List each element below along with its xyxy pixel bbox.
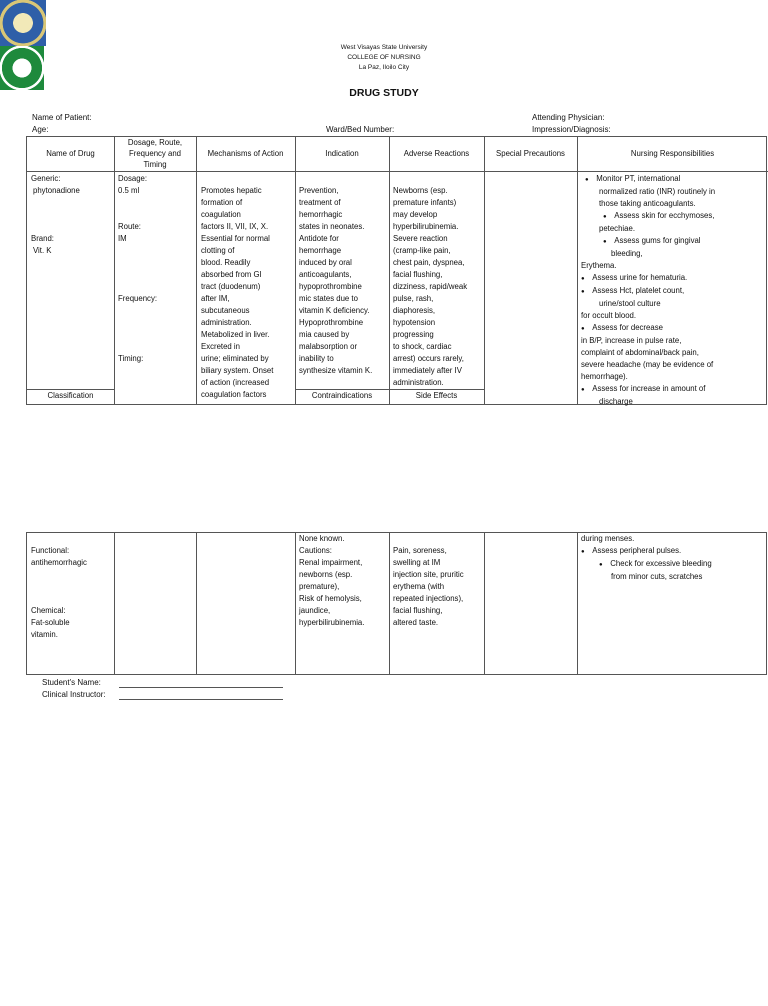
bullet-icon: ● (581, 326, 587, 332)
clinical-instructor-label: Clinical Instructor: (42, 690, 106, 699)
nursing-item-text: Assess for decrease (592, 323, 663, 332)
nursing-item (577, 322, 768, 335)
indication-text: Prevention, treatment of hemorrhagic states in neonates. Antidote for hemorrhage induced by oral anticoagulants, hypoprothrombine mic states due to vitamin K deficiency. Hypoprothrombine mia caused by malabsorption or inability to synthesize vitamin K. (299, 186, 373, 375)
adverse-reactions-text: Newborns (esp. premature infants) may develop hyperbilirubinemia. Severe reaction (cramp-like pain, chest pain, dyspnea, facial flushing, dizziness, rapid/weak pulse, rash, diaphoresis, hypotension progressing to shock, cardiac arrest) occurs rarely, immediately after IV administration. (393, 186, 468, 387)
nursing-item (577, 558, 768, 571)
nursing-item (577, 248, 768, 260)
nursing-item (577, 310, 768, 322)
nursing-item (577, 571, 768, 583)
student-name-line[interactable] (119, 687, 283, 688)
nursing-item-text: for occult blood. (581, 311, 637, 320)
nursing-item (577, 223, 768, 235)
route-value: IM (118, 234, 127, 243)
college-location: La Paz, Iloilo City (358, 64, 410, 71)
nursing-item-text: Assess peripheral pulses. (592, 546, 682, 555)
header-adverse-reactions: Adverse Reactions (403, 149, 470, 158)
header-name-of-drug: Name of Drug (46, 149, 95, 158)
nursing-item (577, 533, 768, 545)
generic-label: Generic: (31, 174, 61, 183)
nursing-item (577, 298, 768, 310)
nursing-item-text: hemorrhage). (581, 372, 628, 381)
chemical-class: Fat-soluble vitamin. (31, 618, 70, 639)
impression-diagnosis-label: Impression/Diagnosis: (532, 125, 611, 134)
header-mechanism: Mechanisms of Action (207, 149, 284, 158)
university-name: West Visayas State University (340, 44, 428, 51)
header-nursing-responsibilities: Nursing Responsibilities (630, 149, 715, 158)
nursing-item (577, 272, 768, 285)
nursing-item-text: normalized ratio (INR) routinely in (599, 187, 716, 196)
contraindications-header: Contraindications (311, 391, 373, 400)
mechanism-text: Promotes hepatic formation of coagulation factors II, VII, IX, X. Essential for normal clotting of blood. Readily absorbed from GI tract (duodenum) after IM, subcutaneous administration. Metabolized in liver. Excreted in urine; eliminated by biliary system. Onset of action (increased coagulation factors (201, 186, 274, 399)
nursing-item (577, 396, 768, 408)
bullet-icon: ● (603, 214, 609, 220)
clinical-instructor-line[interactable] (119, 699, 283, 700)
brand-name: Vit. K (33, 246, 52, 255)
drug-study-table (26, 136, 767, 405)
nursing-item (577, 335, 768, 347)
nursing-item-text: Monitor PT, international (596, 174, 681, 183)
frequency-label: Frequency: (118, 294, 158, 303)
nursing-item (577, 173, 768, 186)
nursing-item (577, 285, 768, 298)
contraindications-text: None known. Cautions: Renal impairment, newborns (esp. premature), Risk of hemolysis, jaundice, hyperbilirubinemia. (299, 534, 365, 627)
bullet-icon: ● (599, 562, 605, 568)
dosage-label: Dosage: (118, 174, 148, 183)
nursing-item-text: Assess urine for hematuria. (592, 273, 688, 282)
header-indication: Indication (325, 149, 359, 158)
side-effects-text: Pain, soreness, swelling at IM injection site, pruritic erythema (with repeated injections), facial flushing, altered taste. (393, 546, 464, 627)
patient-name-label: Name of Patient: (32, 113, 92, 122)
nursing-responsibilities-list (577, 173, 768, 408)
nursing-item-text: bleeding, (611, 249, 643, 258)
nursing-item-text: discharge (599, 397, 633, 406)
nursing-item-text: in B/P, increase in pulse rate, (581, 336, 682, 345)
page-title: DRUG STUDY (349, 87, 419, 99)
nursing-item-text: urine/stool culture (599, 299, 661, 308)
bullet-icon: ● (581, 387, 587, 393)
nursing-item-text: Assess skin for ecchymoses, (614, 211, 715, 220)
nursing-item-text: during menses. (581, 534, 635, 543)
nursing-item-text: from minor cuts, scratches (611, 572, 703, 581)
nursing-item-text: Assess Hct, platelet count, (592, 286, 685, 295)
ward-bed-label: Ward/Bed Number: (326, 125, 395, 134)
nursing-item-text: severe headache (may be evidence of (581, 360, 714, 369)
nursing-item (577, 235, 768, 248)
nursing-item-text: Check for excessive bleeding (610, 559, 712, 568)
route-label: Route: (118, 222, 141, 231)
nursing-item (577, 260, 768, 272)
nursing-item-text: petechiae. (599, 224, 635, 233)
university-seal-logo (0, 0, 46, 46)
bullet-icon: ● (581, 276, 587, 282)
nursing-item (577, 186, 768, 198)
chemical-label: Chemical: (31, 606, 66, 615)
nursing-item-text: Erythema. (581, 261, 617, 270)
nursing-item (577, 359, 768, 371)
bullet-icon: ● (585, 177, 591, 183)
bullet-icon: ● (581, 549, 587, 555)
age-label: Age: (32, 125, 49, 134)
brand-label: Brand: (31, 234, 54, 243)
attending-physician-label: Attending Physician: (532, 113, 605, 122)
functional-label: Functional: (31, 546, 70, 555)
nursing-responsibilities-list-continued (577, 533, 768, 583)
nursing-item-text: complaint of abdominal/back pain, (581, 348, 699, 357)
classification-header: Classification (47, 391, 94, 400)
nursing-item (577, 347, 768, 359)
generic-name: phytonadione (33, 186, 80, 195)
college-name: COLLEGE OF NURSING (347, 54, 421, 61)
nursing-item (577, 371, 768, 383)
nursing-item (577, 383, 768, 396)
nursing-item-text: those taking anticoagulants. (599, 199, 696, 208)
student-name-label: Student's Name: (42, 678, 101, 687)
nursing-item-text: Assess gums for gingival (614, 236, 701, 245)
dosage-value: 0.5 ml (118, 186, 140, 195)
header-dosage-route: Dosage, Route, Frequency and Timing (127, 138, 183, 169)
bullet-icon: ● (581, 289, 587, 295)
nursing-item (577, 210, 768, 223)
timing-label: Timing: (118, 354, 144, 363)
header-special-precautions: Special Precautions (496, 149, 565, 158)
nursing-item-text: Assess for increase in amount of (592, 384, 706, 393)
nursing-item (577, 198, 768, 210)
functional-class: antihemorrhagic (31, 558, 87, 567)
drug-study-table-continued (26, 532, 767, 675)
side-effects-header: Side Effects (415, 391, 458, 400)
bullet-icon: ● (603, 239, 609, 245)
nursing-item (577, 545, 768, 558)
